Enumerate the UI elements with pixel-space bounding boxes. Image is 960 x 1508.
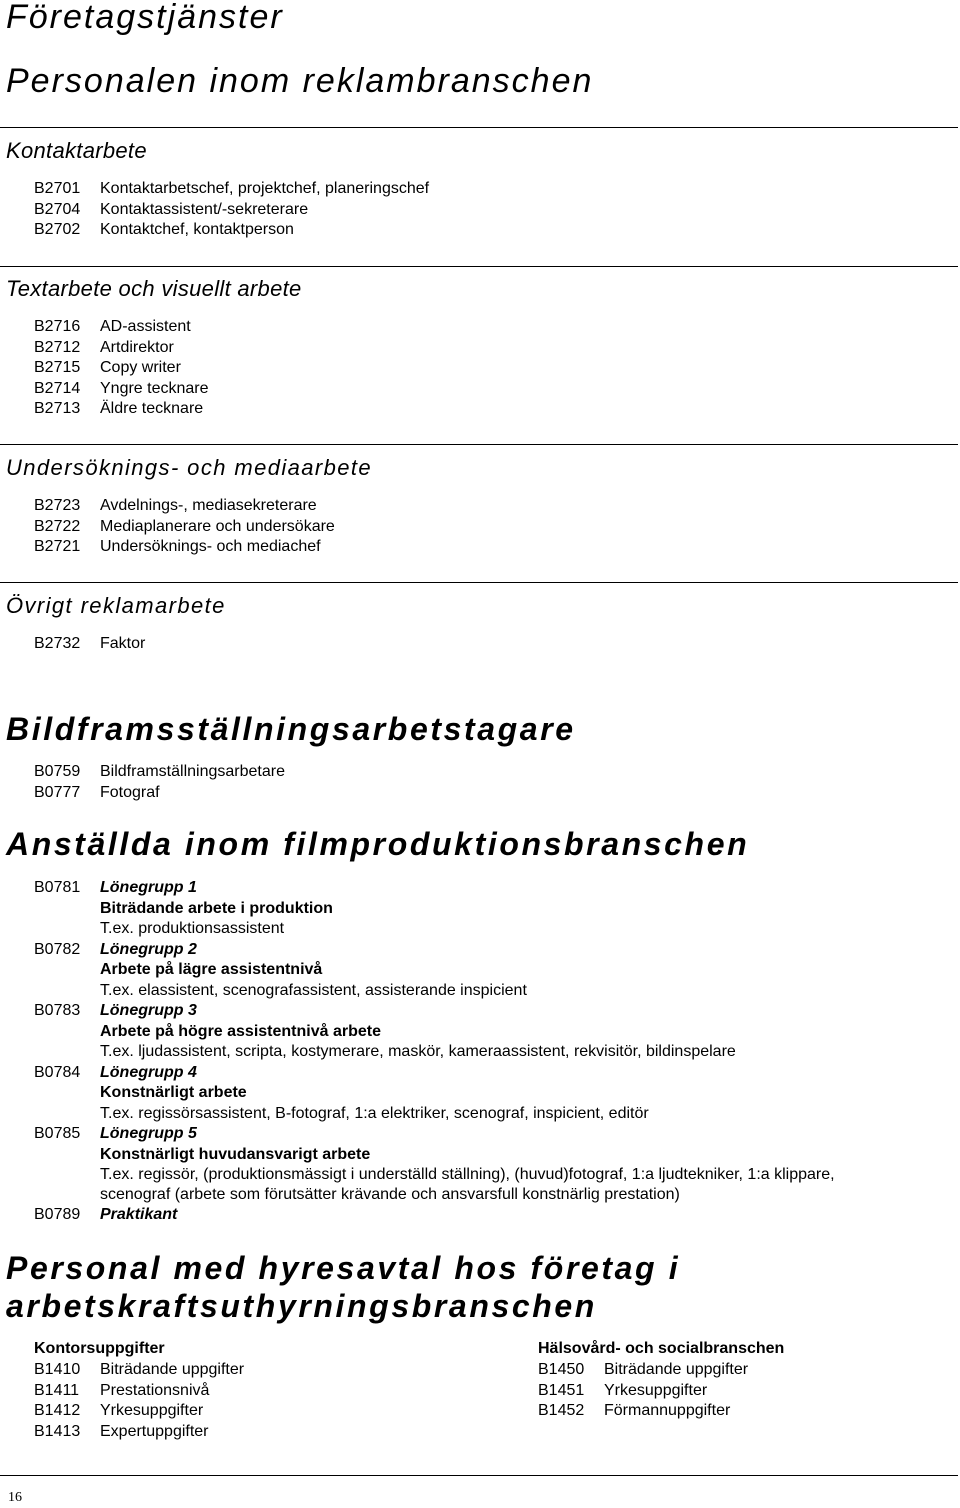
- item-label: Undersöknings- och mediachef: [100, 538, 321, 555]
- item-label: Artdirektor: [100, 338, 174, 356]
- category-title: Företagstjänster: [6, 0, 284, 36]
- item-title: Lönegrupp 2: [100, 940, 197, 958]
- item-desc: Biträdande arbete i produktion: [100, 899, 333, 917]
- item-code: B1451: [538, 1381, 585, 1399]
- item-label: Biträdande uppgifter: [100, 1361, 245, 1378]
- item-label: Kontaktassistent/-sekreterare: [100, 200, 309, 218]
- group-title-textarbete: Textarbete och visuellt arbete: [6, 276, 302, 301]
- item-code: B2721: [34, 538, 81, 555]
- item-label: Prestationsnivå: [100, 1381, 210, 1399]
- item-code: B0789: [34, 1206, 81, 1223]
- item-label: Yngre tecknare: [100, 379, 209, 397]
- item-label: Förmannuppgifter: [604, 1402, 731, 1419]
- item-code: B0777: [34, 783, 81, 801]
- item-label: AD-assistent: [100, 318, 191, 335]
- item-label: Fotograf: [100, 783, 160, 801]
- item-code: B1452: [538, 1402, 585, 1419]
- item-example-line2: scenograf (arbete som förutsätter krävande och ansvarsfull konstnärlig prestation): [100, 1186, 680, 1203]
- page-number: 16: [8, 1490, 22, 1505]
- item-code: B2715: [34, 359, 81, 376]
- section-title-film: Anställda inom filmproduktionsbranschen: [6, 826, 750, 862]
- section-title-bild: Bildframsställningsarbetstagare: [6, 711, 576, 747]
- footer-divider: [0, 1475, 958, 1476]
- item-code: B0783: [34, 1002, 81, 1019]
- item-desc: Konstnärligt arbete: [100, 1084, 247, 1101]
- item-code: B2704: [34, 200, 81, 218]
- item-code: B2722: [34, 517, 81, 535]
- item-example: T.ex. elassistent, scenografassistent, assisterande inspicient: [100, 981, 527, 999]
- column-heading: Hälsovård- och socialbranschen: [538, 1340, 785, 1357]
- item-label: Yrkesuppgifter: [604, 1381, 708, 1399]
- section-title-hyr-line2: arbetskraftsuthyrningsbranschen: [6, 1288, 597, 1324]
- item-code: B2732: [34, 635, 81, 652]
- group-title-ovrigt: Övrigt reklamarbete: [6, 593, 226, 618]
- item-label: Yrkesuppgifter: [100, 1402, 204, 1419]
- item-code: B1411: [34, 1381, 80, 1399]
- item-code: B0785: [34, 1125, 81, 1142]
- item-code: B2701: [34, 180, 81, 197]
- section-title: Personalen inom reklambranschen: [6, 62, 594, 100]
- item-code: B0784: [34, 1063, 81, 1081]
- item-title: Lönegrupp 5: [100, 1125, 197, 1142]
- item-code: B1413: [34, 1422, 81, 1440]
- item-code: B2713: [34, 400, 81, 417]
- item-desc: Arbete på lägre assistentnivå: [100, 961, 323, 978]
- item-code: B2702: [34, 221, 81, 238]
- divider: [0, 444, 958, 445]
- item-code: B2716: [34, 318, 81, 335]
- item-desc: Arbete på högre assistentnivå arbete: [100, 1022, 381, 1040]
- item-code: B1450: [538, 1361, 585, 1378]
- item-label: Kontaktchef, kontaktperson: [100, 221, 294, 238]
- group-title-mediaarbete: Undersöknings- och mediaarbete: [6, 455, 373, 480]
- divider: [0, 266, 958, 267]
- item-code: B1412: [34, 1402, 81, 1419]
- item-label: Expertuppgifter: [100, 1422, 209, 1440]
- section-title-hyr-line1: Personal med hyresavtal hos företag i: [6, 1250, 681, 1286]
- item-example: T.ex. produktionsassistent: [100, 920, 285, 937]
- item-label: Äldre tecknare: [100, 400, 204, 417]
- item-label: Copy writer: [100, 359, 181, 376]
- item-label: Kontaktarbetschef, projektchef, planeringschef: [100, 180, 430, 197]
- item-code: B1410: [34, 1361, 81, 1378]
- group-title-kontaktarbete: Kontaktarbete: [6, 138, 147, 163]
- item-label: Bildframställningsarbetare: [100, 763, 285, 780]
- item-desc: Konstnärligt huvudansvarigt arbete: [100, 1145, 371, 1163]
- divider: [0, 582, 958, 583]
- item-code: B0782: [34, 940, 81, 958]
- item-label: Biträdande uppgifter: [604, 1361, 749, 1378]
- column-heading: Kontorsuppgifter: [34, 1340, 165, 1357]
- item-code: B2712: [34, 338, 81, 356]
- item-code: B2723: [34, 497, 81, 514]
- item-label: Avdelnings-, mediasekreterare: [100, 497, 317, 514]
- item-title: Lönegrupp 1: [100, 879, 197, 896]
- item-title: Lönegrupp 3: [100, 1002, 197, 1019]
- item-label: Faktor: [100, 635, 146, 652]
- item-example: T.ex. regissör, (produktionsmässigt i underställd ställning), (huvud)fotograf, 1:a ljudtekniker, 1:a klippare,: [100, 1166, 835, 1183]
- item-example: T.ex. regissörsassistent, B-fotograf, 1:a elektriker, scenograf, inspicient, editör: [100, 1104, 649, 1122]
- item-code: B2714: [34, 379, 81, 397]
- item-code: B0759: [34, 763, 81, 780]
- item-example: T.ex. ljudassistent, scripta, kostymerare, maskör, kameraassistent, rekvisitör, bildinspelare: [100, 1043, 736, 1060]
- item-label: Mediaplanerare och undersökare: [100, 517, 335, 535]
- item-code: B0781: [34, 879, 81, 896]
- divider: [0, 127, 958, 128]
- item-title: Lönegrupp 4: [100, 1063, 197, 1081]
- item-title: Praktikant: [100, 1206, 178, 1223]
